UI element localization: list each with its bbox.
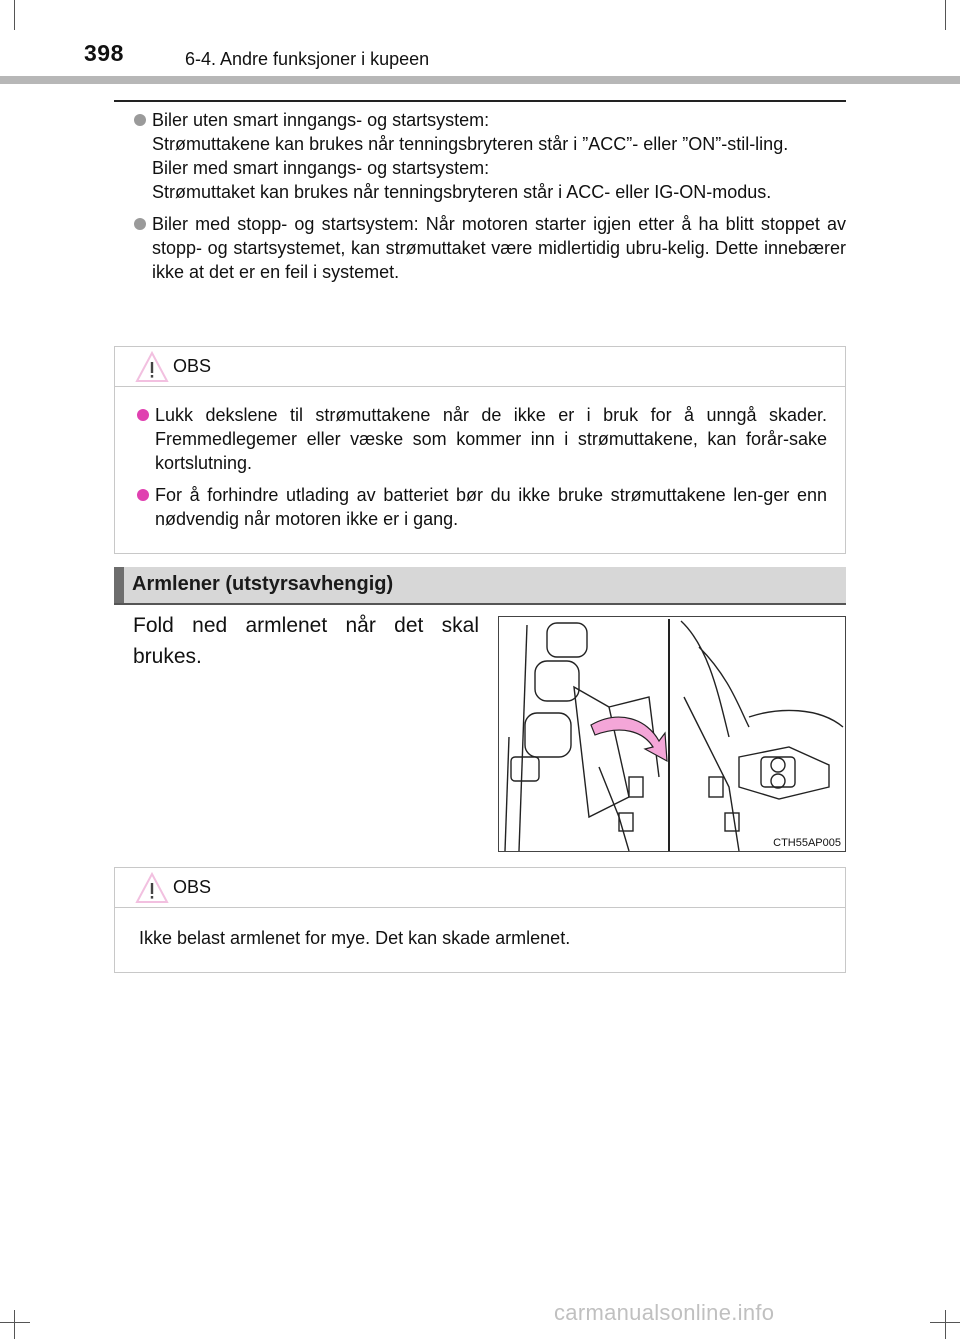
obs-item-text: For å forhindre utlading av batteriet bør du ikke bruke strømuttakene len-ger enn nødvendig når motoren ikke er i gang. <box>155 485 827 529</box>
header-bar <box>0 76 960 84</box>
crop-mark <box>945 1310 946 1339</box>
top-rule <box>114 100 846 102</box>
crop-mark <box>930 1322 960 1323</box>
warning-triangle-icon <box>135 351 169 383</box>
obs-body <box>115 387 845 557</box>
armrest-illustration <box>498 616 846 852</box>
page-number: 398 <box>84 40 124 66</box>
obs-box-1 <box>114 346 846 554</box>
list-item <box>137 483 827 531</box>
obs-header <box>115 347 845 387</box>
armrest-drawing <box>499 617 845 851</box>
list-item <box>134 108 846 204</box>
obs-body <box>115 908 845 968</box>
bullet-icon <box>137 489 149 501</box>
bullet-line: Strømuttaket kan brukes når tenningsbryteren står i ACC- eller IG-ON-modus. <box>152 182 772 202</box>
intro-bullets <box>134 108 846 292</box>
warning-triangle-icon <box>135 872 169 904</box>
obs-item-text: Lukk dekslene til strømuttakene når de ikke er i bruk for å unngå skader. Fremmedlegemer eller væske som kommer inn i strømuttakene, kan forår-sake kortslutning. <box>155 405 827 473</box>
bullet-icon <box>134 218 146 230</box>
bullet-line: Strømuttakene kan brukes når tenningsbryteren står i ”ACC”- eller ”ON”-stil-ling. <box>152 134 789 154</box>
obs-label: OBS <box>173 877 212 897</box>
list-item <box>134 212 846 284</box>
bullet-line: Biler med stopp- og startsystem: Når motoren starter igjen etter å ha blitt stoppet av stopp- og startsystemet, kan strømuttaket være midlertidig ubru-kelig. Dette innebærer ikke at det er en feil i systemet. <box>152 214 846 282</box>
watermark: carmanualsonline.info <box>554 1300 775 1325</box>
crop-mark <box>14 1310 15 1339</box>
chapter-title: 6-4. Andre funksjoner i kupeen <box>185 49 430 69</box>
list-item <box>137 403 827 475</box>
bullet-icon <box>137 409 149 421</box>
section-stripe <box>114 567 124 603</box>
section-title: Armlener (utstyrsavhengig) <box>132 573 394 595</box>
bullet-line: Biler med smart inngangs- og startsystem: <box>152 158 490 178</box>
obs-header <box>115 868 845 908</box>
section-text: Fold ned armlenet når det skal brukes. <box>133 614 479 668</box>
figure-code: CTH55AP005 <box>773 837 841 849</box>
obs-label: OBS <box>173 356 212 376</box>
crop-mark <box>14 0 15 30</box>
section-heading <box>114 567 846 605</box>
obs-box-2 <box>114 867 846 973</box>
bullet-icon <box>134 114 146 126</box>
crop-mark <box>945 0 946 30</box>
crop-mark <box>0 1322 30 1323</box>
obs-text: Ikke belast armlenet for mye. Det kan skade armlenet. <box>139 928 571 948</box>
bullet-line: Biler uten smart inngangs- og startsystem: <box>152 110 490 130</box>
